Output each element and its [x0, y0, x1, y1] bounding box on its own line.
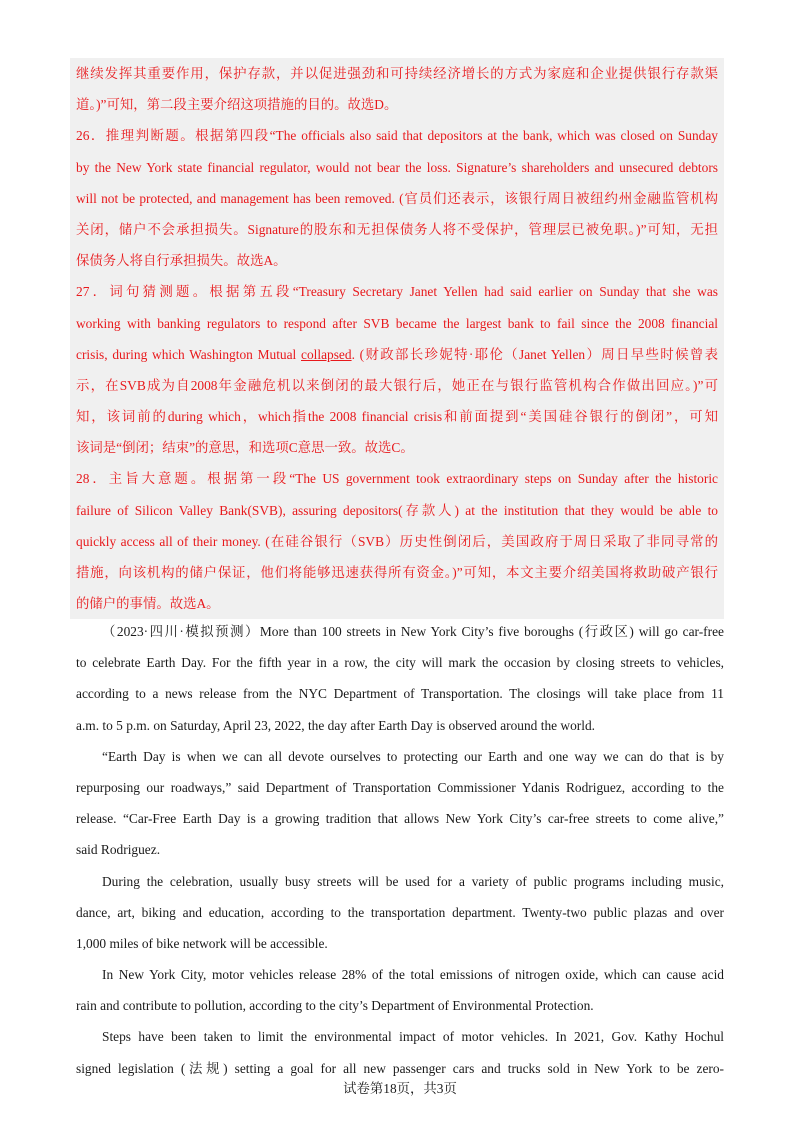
answer-line: 措施，向该机构的储户保证，他们将能够迅速获得所有资金。)”可知，本文主要介绍美国将救助破产银行: [76, 565, 718, 580]
answer-line: 示，在SVB成为自2008年金融危机以来倒闭的最大银行后，她正在与银行监管机构合作做出回应。)”可: [76, 377, 718, 393]
passage-line: dance, art, biking and education, according to the transportation department. Twenty-two public plazas and over: [76, 904, 724, 920]
passage-line: During the celebration, usually busy streets will be used for a variety of public programs including music,: [102, 873, 724, 889]
passage-line: Steps have been taken to limit the environmental impact of motor vehicles. In 2021, Gov. Kathy Hochul: [102, 1029, 724, 1045]
passage-line: signed legislation (法规) setting a goal for all new passenger cars and trucks sold in New York to be zero-: [76, 1060, 724, 1076]
answer-line: 26．推理判断题。根据第四段“The officials also said that depositors at the bank, which was closed on Sunday: [76, 128, 718, 144]
passage-paragraph: [76, 741, 724, 866]
answer-line: 知，该词前的during which，which指the 2008 financial crisis和前面提到“美国硅谷银行的倒闭”，可知: [76, 409, 718, 425]
underlined-word: collapsed: [301, 346, 352, 362]
passage-line: according to a news release from the NYC Department of Transportation. The closings will take place from 11: [76, 686, 724, 702]
passage-line: （2023·四川·模拟预测）More than 100 streets in New York City’s five boroughs (行政区) will go car-free: [102, 624, 724, 639]
answer-line: 28．主旨大意题。根据第一段“The US government took extraordinary steps on Sunday after the historic: [76, 471, 718, 487]
answer-line: working with banking regulators to respond after SVB became the largest bank to fail since the 2008 financial: [76, 315, 718, 331]
page-footer: 试卷第18页，共3页: [343, 1081, 457, 1096]
passage-line: “Earth Day is when we can all devote ourselves to protecting our Earth and one way we can do that is by: [102, 748, 724, 764]
passage-line: rain and contribute to pollution, according to the city’s Department of Environmental Protection.: [76, 998, 594, 1014]
answer-line-with-underlined-word: [76, 339, 718, 370]
answer-line: 保债务人将自行承担损失。故选A。: [76, 253, 287, 269]
answer-line: 的储户的事情。故选A。: [76, 596, 220, 612]
reading-passage: [76, 616, 724, 1084]
passage-line: In New York City, motor vehicles release 28% of the total emissions of nitrogen oxide, which can cause acid: [102, 967, 724, 983]
answer-line: 该词是“倒闭；结束”的意思，和选项C意思一致。故选C。: [76, 440, 414, 456]
answer-line: quickly access all of their money. (在硅谷银行（SVB）历史性倒闭后，美国政府于周日采取了非同寻常的: [76, 533, 718, 549]
answer-line: 关闭，储户不会承担损失。Signature的股东和无担保债务人将不受保护，管理层已被免职。)”可知，无担: [76, 221, 718, 237]
passage-paragraph: [76, 866, 724, 960]
passage-line: to celebrate Earth Day. For the fifth year in a row, the city will mark the occasion by closing streets to vehicles,: [76, 655, 724, 671]
passage-paragraph: [76, 616, 724, 741]
answer-text-after: . (财政部长珍妮特·耶伦（Janet Yellen）周日早些时候曾表: [351, 346, 718, 362]
answer-text-before: crisis, during which Washington Mutual: [76, 346, 301, 362]
answer-line: 继续发挥其重要作用，保护存款，并以促进强劲和可持续经济增长的方式为家庭和企业提供银行存款渠: [76, 66, 718, 81]
answer-line: failure of Silicon Valley Bank(SVB), assuring depositors(存款人) at the institution that they would be able to: [76, 502, 718, 518]
answer-line: by the New York state financial regulator, would not bear the loss. Signature’s shareholders and unsecured debtors: [76, 159, 718, 175]
answer-line: will not be protected, and management has been removed. (官员们还表示，该银行周日被纽约州金融监管机构: [76, 190, 718, 206]
passage-line: 1,000 miles of bike network will be accessible.: [76, 935, 328, 951]
passage-line: repurposing our roadways,” said Department of Transportation Commissioner Ydanis Rodriguez, according to the: [76, 779, 724, 795]
passage-line: said Rodriguez.: [76, 842, 161, 858]
answer-explanation-block: [70, 58, 724, 619]
passage-paragraph: [76, 1021, 724, 1083]
answer-line: 27．词句猜测题。根据第五段“Treasury Secretary Janet Yellen had said earlier on Sunday that she was: [76, 284, 718, 300]
passage-line: a.m. to 5 p.m. on Saturday, April 23, 2022, the day after Earth Day is observed around the world.: [76, 717, 596, 733]
answer-line: 道。)”可知，第二段主要介绍这项措施的目的。故选D。: [76, 97, 398, 113]
passage-paragraph: [76, 959, 724, 1021]
passage-line: release. “Car-Free Earth Day is a growing tradition that allows New York City’s car-free streets to come alive,”: [76, 811, 724, 827]
